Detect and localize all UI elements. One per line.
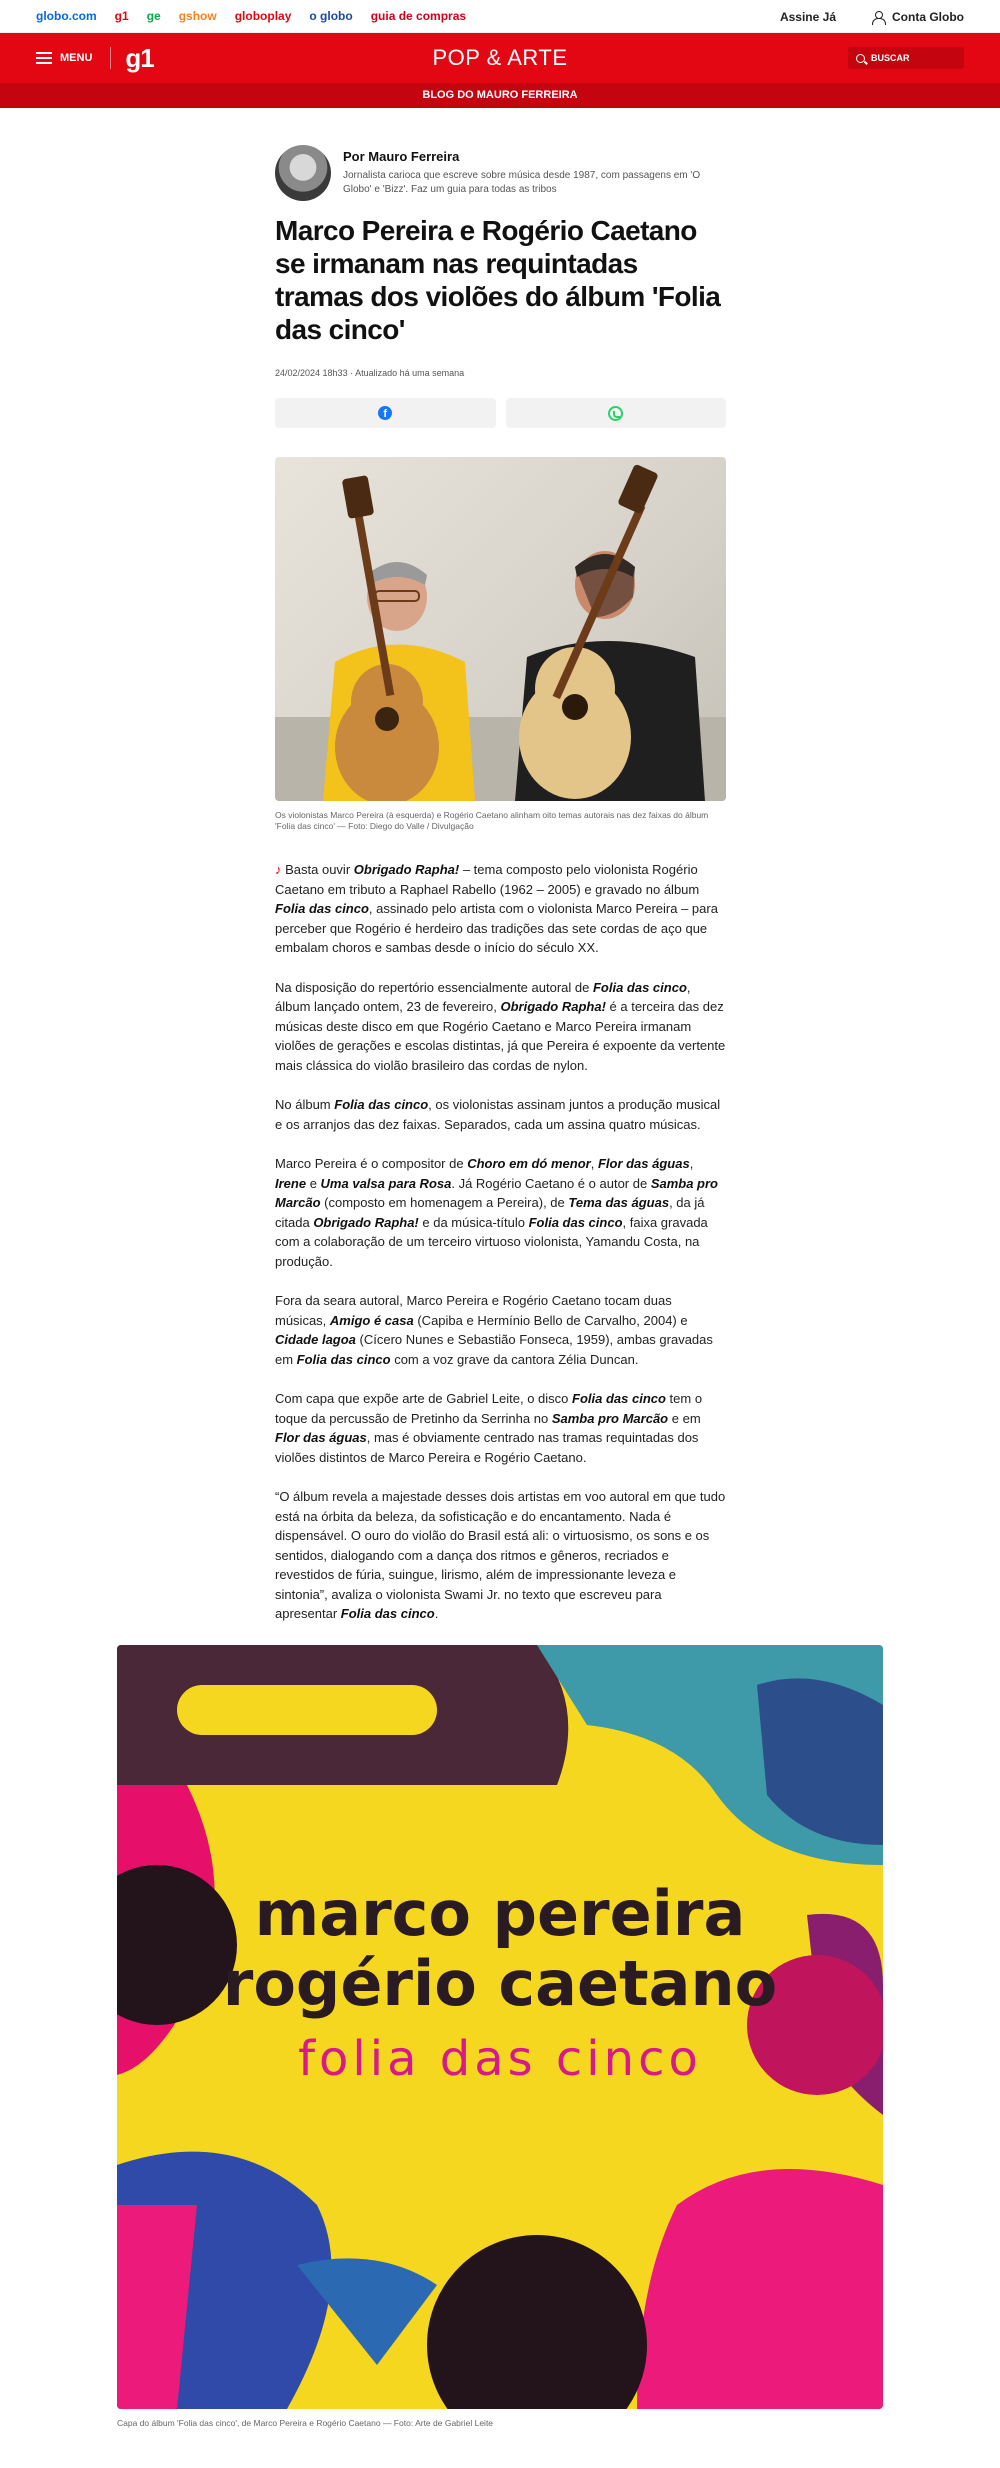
author-block <box>275 145 726 201</box>
paragraph-text: e em <box>668 1410 701 1426</box>
paragraph-text: é a terceira das dez músicas deste disco em que Rogério Caetano e Marco Pereira irmanam violões de gerações e escolas distintas, já que Pereira é expoente da vertente mais clássica do violão brasileiro das cordas de nylon. <box>275 999 726 1073</box>
paragraph-text: Fora da seara autoral, Marco Pereira e Rogério Caetano tocam duas músicas, <box>275 1293 672 1328</box>
article-paragraph <box>275 1487 726 1624</box>
paragraph-text: (Capiba e Hermínio Bello de Carvalho, 2004) e <box>413 1312 688 1328</box>
paragraph-text: , <box>590 1156 598 1171</box>
search-icon <box>856 54 865 63</box>
paragraph-text: . <box>434 1606 439 1621</box>
emphasized-title: Samba pro Marcão <box>551 1410 669 1426</box>
article-paragraph <box>275 1095 726 1134</box>
search-placeholder: BUSCAR <box>871 53 910 63</box>
emphasized-title: Folia das cinco <box>296 1351 391 1367</box>
facebook-icon: f <box>378 406 392 420</box>
emphasized-title: Folia das cinco <box>592 979 687 995</box>
whatsapp-icon <box>608 406 623 421</box>
globo-link-gshow[interactable]: gshow <box>178 9 217 23</box>
emphasized-title: Folia das cinco <box>572 1391 666 1406</box>
emphasized-title: Uma valsa para Rosa <box>320 1175 452 1191</box>
paragraph-text: No álbum <box>275 1097 335 1112</box>
author-avatar <box>275 145 331 201</box>
article-paragraph <box>275 1389 726 1467</box>
emphasized-title: Cidade lagoa <box>275 1332 356 1347</box>
emphasized-title: Folia das cinco <box>275 901 369 916</box>
emphasized-title: Flor das águas <box>597 1156 690 1171</box>
album-artist-2: rogério caetano <box>222 1947 778 2020</box>
paragraph-text: , faixa gravada com a colaboração de um terceiro virtuoso violonista, Yamandu Costa, na produção. <box>275 1214 708 1269</box>
article-dates: 24/02/2024 18h33 · Atualizado há uma semana <box>275 368 465 378</box>
paragraph-text: “O álbum revela a majestade desses dois artistas em voo autoral em que tudo está na órbita da beleza, da sofisticação e do encantamento. Nada é dispensável. O ouro do violão do Brasil está ali: o virtuosismo, os sons e os sentidos, dialogando com a dança dos ritmos e gêneros, recriados e revestidos de fúria, suingue, lirismo, além de impressionante leveza e sintonia”, avaliza o violonista Swami Jr. no texto que escreveu para apresentar <box>275 1489 726 1621</box>
album-title: folia das cinco <box>298 2031 702 2087</box>
user-icon <box>872 11 884 23</box>
music-note-icon: ♪ <box>275 862 282 877</box>
album-cover-art <box>117 1645 883 2409</box>
emphasized-title: Folia das cinco <box>340 1606 435 1621</box>
paragraph-text: Basta ouvir <box>281 862 354 877</box>
globo-links <box>0 9 466 23</box>
paragraph-text: e da música-título <box>418 1214 529 1230</box>
paragraph-text: Na disposição do repertório essencialmente autoral de <box>275 979 593 995</box>
header-divider <box>110 47 111 69</box>
article-photo <box>275 457 726 801</box>
emphasized-title: Obrigado Rapha! <box>500 999 606 1014</box>
emphasized-title: Choro em dó menor <box>467 1156 591 1171</box>
paragraph-text: tem o toque da percussão de Pretinho da Serrinha no <box>275 1391 703 1426</box>
paragraph-text: Com capa que expõe arte de Gabriel Leite, o disco <box>275 1391 573 1406</box>
globo-link-globoplay[interactable]: globoplay <box>234 9 292 23</box>
globo-link-globo-com[interactable]: globo.com <box>36 9 97 23</box>
site-header <box>0 33 1000 83</box>
paragraph-text: , assinado pelo artista com o violonista Marco Pereira – para perceber que Rogério é herdeiro das tradições das sete cordas de aço que embalam choros e sambas desde o início do século XX. <box>275 901 718 955</box>
article-paragraph <box>275 860 726 958</box>
musicians-photo-illustration <box>275 457 726 801</box>
assine-link[interactable]: Assine Já <box>779 9 836 24</box>
conta-globo-label: Conta Globo <box>892 9 964 24</box>
emphasized-title: Folia das cinco <box>528 1214 623 1230</box>
share-bar <box>275 398 726 428</box>
emphasized-title: Samba pro Marcão <box>275 1175 718 1210</box>
paragraph-text: (composto em homenagem a Pereira), de <box>320 1195 569 1210</box>
article-paragraph <box>275 978 726 1076</box>
paragraph-text: , álbum lançado ontem, 23 de fevereiro, <box>275 979 691 1014</box>
globo-link-g1[interactable]: g1 <box>114 9 129 23</box>
paragraph-text: – tema composto pelo violonista Rogério Caetano em tributo a Raphael Rabello (1962 – 2005) e gravado no álbum <box>275 862 700 897</box>
emphasized-title: Irene <box>275 1175 307 1191</box>
paragraph-text: . Já Rogério Caetano é o autor de <box>451 1175 651 1191</box>
article-headline: Marco Pereira e Rogério Caetano se irmanam nas requintadas tramas dos violões do álbum 'Folia das cinco' <box>275 215 721 346</box>
globo-link-guia-de-compras[interactable]: guia de compras <box>370 9 467 23</box>
paragraph-text: , mas é obviamente centrado nas tramas requintadas dos violões distintos de Marco Pereira e Rogério Caetano. <box>275 1430 699 1465</box>
emphasized-title: Flor das águas <box>275 1430 367 1445</box>
hamburger-icon <box>36 52 52 64</box>
globo-top-bar <box>0 0 1000 33</box>
emphasized-title: Obrigado Rapha! <box>313 1214 419 1230</box>
g1-logo[interactable]: g1 <box>125 42 154 73</box>
emphasized-title: Tema das águas <box>568 1195 670 1210</box>
menu-label: MENU <box>60 52 93 64</box>
share-whatsapp-button[interactable] <box>506 398 727 428</box>
paragraph-text: , da já citada <box>275 1195 705 1230</box>
share-facebook-button[interactable] <box>275 398 496 428</box>
article-paragraph <box>275 1291 726 1369</box>
paragraph-text: , <box>689 1156 694 1171</box>
search-input[interactable] <box>848 47 964 69</box>
paragraph-text: , os violonistas assinam juntos a produção musical e os arranjos das dez faixas. Separados, cada um assina quatro músicas. <box>275 1097 721 1132</box>
menu-button[interactable] <box>0 52 92 64</box>
photo-caption: Os violonistas Marco Pereira (à esquerda) e Rogério Caetano alinham oito temas autorais nas dez faixas do álbum 'Folia das cinco' — Foto: Diego do Valle / Divulgação <box>275 810 709 832</box>
globo-link-o-globo[interactable]: o globo <box>309 9 353 23</box>
blog-title-bar[interactable]: BLOG DO MAURO FERREIRA <box>0 83 1000 108</box>
paragraph-text: (Cícero Nunes e Sebastião Fonseca, 1959), ambas gravadas em <box>275 1332 713 1367</box>
album-artist-1: marco pereira <box>254 1877 746 1950</box>
author-bio: Jornalista carioca que escreve sobre música desde 1987, com passagens em 'O Globo' e 'Bizz'. Faz um guia para todas as tribos <box>343 170 701 195</box>
paragraph-text: com a voz grave da cantora Zélia Duncan. <box>390 1351 639 1367</box>
globo-link-ge[interactable]: ge <box>146 9 161 23</box>
album-caption: Capa do álbum 'Folia das cinco', de Marco Pereira e Rogério Caetano — Foto: Arte de Gabriel Leite <box>117 2418 494 2428</box>
emphasized-title: Folia das cinco <box>334 1097 429 1112</box>
paragraph-text: e <box>306 1175 321 1191</box>
conta-globo-button[interactable] <box>872 10 964 24</box>
emphasized-title: Amigo é casa <box>329 1312 414 1328</box>
album-cover <box>117 1645 883 2409</box>
section-title[interactable]: POP & ARTE <box>432 45 568 70</box>
paragraph-text: Marco Pereira é o compositor de <box>275 1156 468 1171</box>
globo-account-area <box>780 0 964 33</box>
author-name[interactable]: Por Mauro Ferreira <box>343 149 460 164</box>
article-paragraph <box>275 1154 726 1271</box>
emphasized-title: Obrigado Rapha! <box>353 862 460 877</box>
article-body <box>275 860 726 1644</box>
